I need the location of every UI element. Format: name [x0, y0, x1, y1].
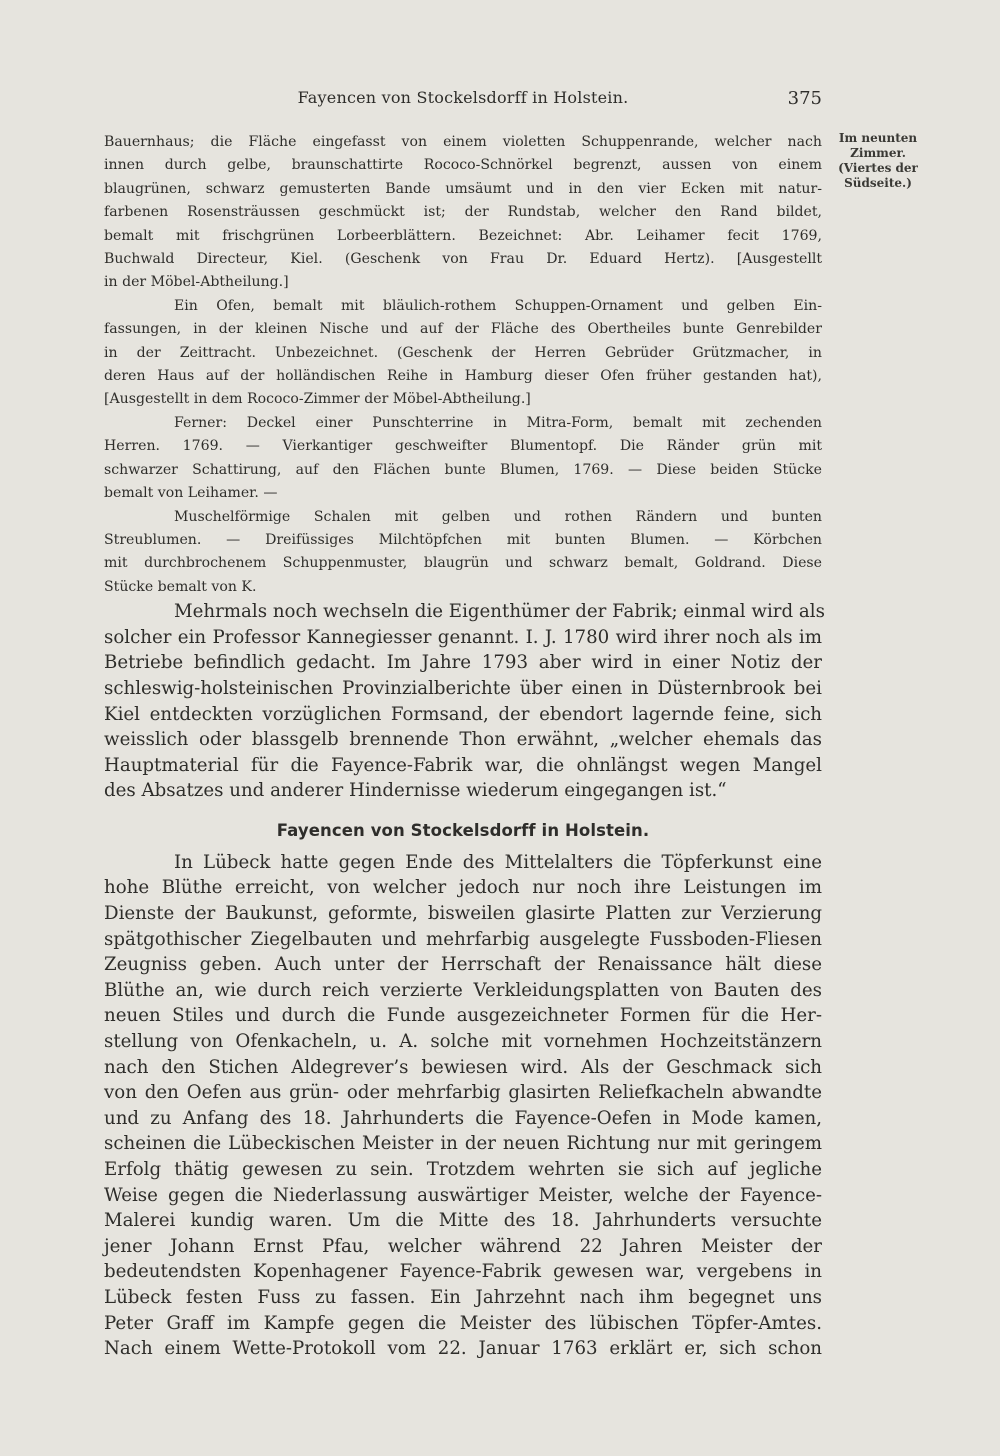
- text-line: in der Zeittracht. Unbezeichnet. (Geschenk der Herren Gebrüder Grützmacher, in: [104, 344, 822, 361]
- text-line: blaugrünen, schwarz gemusterten Bande umsäumt und in den vier Ecken mit natur-: [104, 180, 822, 197]
- text-line: Hauptmaterial für die Fayence-Fabrik war, die ohnlängst wegen Mangel: [104, 754, 822, 776]
- section-heading: Fayencen von Stockelsdorff in Holstein.: [276, 820, 650, 840]
- text-line: scheinen die Lübeckischen Meister in der neuen Richtung nur mit geringem: [104, 1133, 822, 1155]
- text-line: mit durchbrochenem Schuppenmuster, blaugrün und schwarz bemalt, Goldrand. Diese: [104, 555, 822, 572]
- text-line: deren Haus auf der holländischen Reihe in Hamburg dieser Ofen früher gestanden hat),: [104, 368, 822, 385]
- text-line: Ferner: Deckel einer Punschterrine in Mitra-Form, bemalt mit zechenden: [174, 414, 822, 431]
- page-header: [104, 88, 822, 112]
- text-line: Ein Ofen, bemalt mit bläulich-rothem Schuppen-Ornament und gelben Ein-: [174, 297, 822, 314]
- text-line: und zu Anfang des 18. Jahrhunderts die Fayence-Oefen in Mode kamen,: [104, 1107, 822, 1129]
- text-line: weisslich oder blassgelb brennende Thon erwähnt, „welcher ehemals das: [104, 729, 822, 751]
- margin-note-line: Südseite.): [844, 176, 912, 190]
- margin-note-line: (Viertes der: [838, 161, 918, 175]
- text-line: Muschelförmige Schalen mit gelben und rothen Rändern und bunten: [174, 508, 822, 525]
- paragraph-1: [104, 131, 822, 295]
- text-line: solcher ein Professor Kannegiesser genannt. I. J. 1780 wird ihrer noch als im: [104, 626, 822, 648]
- text-line: In Lübeck hatte gegen Ende des Mittelalters die Töpferkunst eine: [174, 851, 822, 873]
- text-line: spätgothischer Ziegelbauten und mehrfarbig ausgelegte Fussboden-Fliesen: [104, 928, 822, 950]
- text-line: Streublumen. — Dreifüssiges Milchtöpfchen mit bunten Blumen. — Körbchen: [104, 531, 822, 548]
- page-body: [104, 131, 825, 1362]
- text-line: hohe Blüthe erreicht, von welcher jedoch nur noch ihre Leistungen im: [104, 877, 822, 899]
- text-line: stellung von Ofenkacheln, u. A. solche mit vornehmen Hochzeitstänzern: [104, 1031, 822, 1053]
- text-line: [Ausgestellt in dem Rococo-Zimmer der Möbel-Abtheilung.]: [104, 391, 531, 408]
- text-line: Bauernhaus; die Fläche eingefasst von einem violetten Schuppenrande, welcher nach: [104, 134, 822, 150]
- text-line: Dienste der Baukunst, geformte, bisweilen glasirte Platten zur Verzierung: [104, 903, 822, 925]
- text-line: Peter Graff im Kampfe gegen die Meister des lübischen Töpfer-Amtes.: [104, 1312, 822, 1334]
- text-line: des Absatzes und anderer Hindernisse wiederum eingegangen ist.“: [104, 780, 727, 802]
- margin-note: [828, 131, 928, 191]
- text-line: Blüthe an, wie durch reich verzierte Verkleidungsplatten von Bauten des: [104, 979, 822, 1001]
- text-line: bedeutendsten Kopenhagener Fayence-Fabrik gewesen war, vergebens in: [104, 1261, 822, 1283]
- text-line: Erfolg thätig gewesen zu sein. Trotzdem wehrten sie sich auf jegliche: [104, 1159, 822, 1180]
- text-line: Buchwald Directeur, Kiel. (Geschenk von Frau Dr. Eduard Hertz). [Ausgestellt: [104, 251, 822, 268]
- text-line: Kiel entdeckten vorzüglichen Formsand, der ebendort lagernde feine, sich: [104, 703, 822, 725]
- text-line: schwarzer Schattirung, auf den Flächen bunte Blumen, 1769. — Diese beiden Stücke: [104, 461, 822, 478]
- text-line: jener Johann Ernst Pfau, welcher während 22 Jahren Meister der: [104, 1235, 822, 1257]
- text-line: innen durch gelbe, braunschattirte Rococo-Schnörkel begrenzt, aussen von einem: [104, 157, 822, 174]
- text-line: Weise gegen die Niederlassung auswärtiger Meister, welche der Fayence-: [104, 1184, 822, 1206]
- text-line: schleswig-holsteinischen Provinzialberichte über einen in Düsternbrook bei: [104, 677, 822, 699]
- text-line: Malerei kundig waren. Um die Mitte des 18. Jahrhunderts versuchte: [104, 1210, 822, 1232]
- text-line: Lübeck festen Fuss zu fassen. Ein Jahrzehnt nach ihm begegnet uns: [104, 1286, 822, 1308]
- paragraph-3: [104, 412, 822, 506]
- page-number: 375: [787, 88, 822, 109]
- paragraph-5: [104, 599, 825, 804]
- paragraph-2: [104, 295, 822, 412]
- text-line: Herren. 1769. — Vierkantiger geschweifter Blumentopf. Die Ränder grün mit: [104, 438, 822, 455]
- paragraph-4: [104, 506, 822, 600]
- text-line: bemalt mit frischgrünen Lorbeerblättern. Bezeichnet: Abr. Leihamer fecit 1769,: [104, 227, 822, 244]
- text-line: von den Oefen aus grün- oder mehrfarbig glasirten Reliefkacheln abwandte: [104, 1082, 822, 1104]
- text-line: nach den Stichen Aldegrever’s bewiesen wird. Als der Geschmack sich: [104, 1056, 822, 1078]
- text-line: Zeugniss geben. Auch unter der Herrschaft der Renaissance hält diese: [104, 954, 822, 976]
- text-line: in der Möbel-Abtheilung.]: [104, 274, 289, 291]
- margin-note-line: Zimmer.: [850, 146, 906, 160]
- text-line: Nach einem Wette-Protokoll vom 22. Januar 1763 erklärt er, sich schon: [104, 1338, 822, 1360]
- text-line: Stücke bemalt von K.: [104, 578, 257, 595]
- text-line: farbenen Rosensträussen geschmückt ist; der Rundstab, welcher den Rand bildet,: [104, 204, 822, 221]
- text-line: bemalt von Leihamer. —: [104, 485, 278, 502]
- paragraph-6: [104, 850, 822, 1362]
- text-line: Betriebe befindlich gedacht. Im Jahre 1793 aber wird in einer Notiz der: [104, 652, 822, 674]
- text-line: Mehrmals noch wechseln die Eigenthümer der Fabrik; einmal wird als: [174, 601, 825, 623]
- margin-note-line: Im neunten: [838, 131, 918, 145]
- text-line: fassungen, in der kleinen Nische und auf der Fläche des Obertheiles bunte Genrebilder: [104, 321, 822, 338]
- running-title: Fayencen von Stockelsdorff in Holstein.: [297, 88, 629, 107]
- text-line: neuen Stiles und durch die Funde ausgezeichneter Formen für die Her-: [104, 1005, 822, 1027]
